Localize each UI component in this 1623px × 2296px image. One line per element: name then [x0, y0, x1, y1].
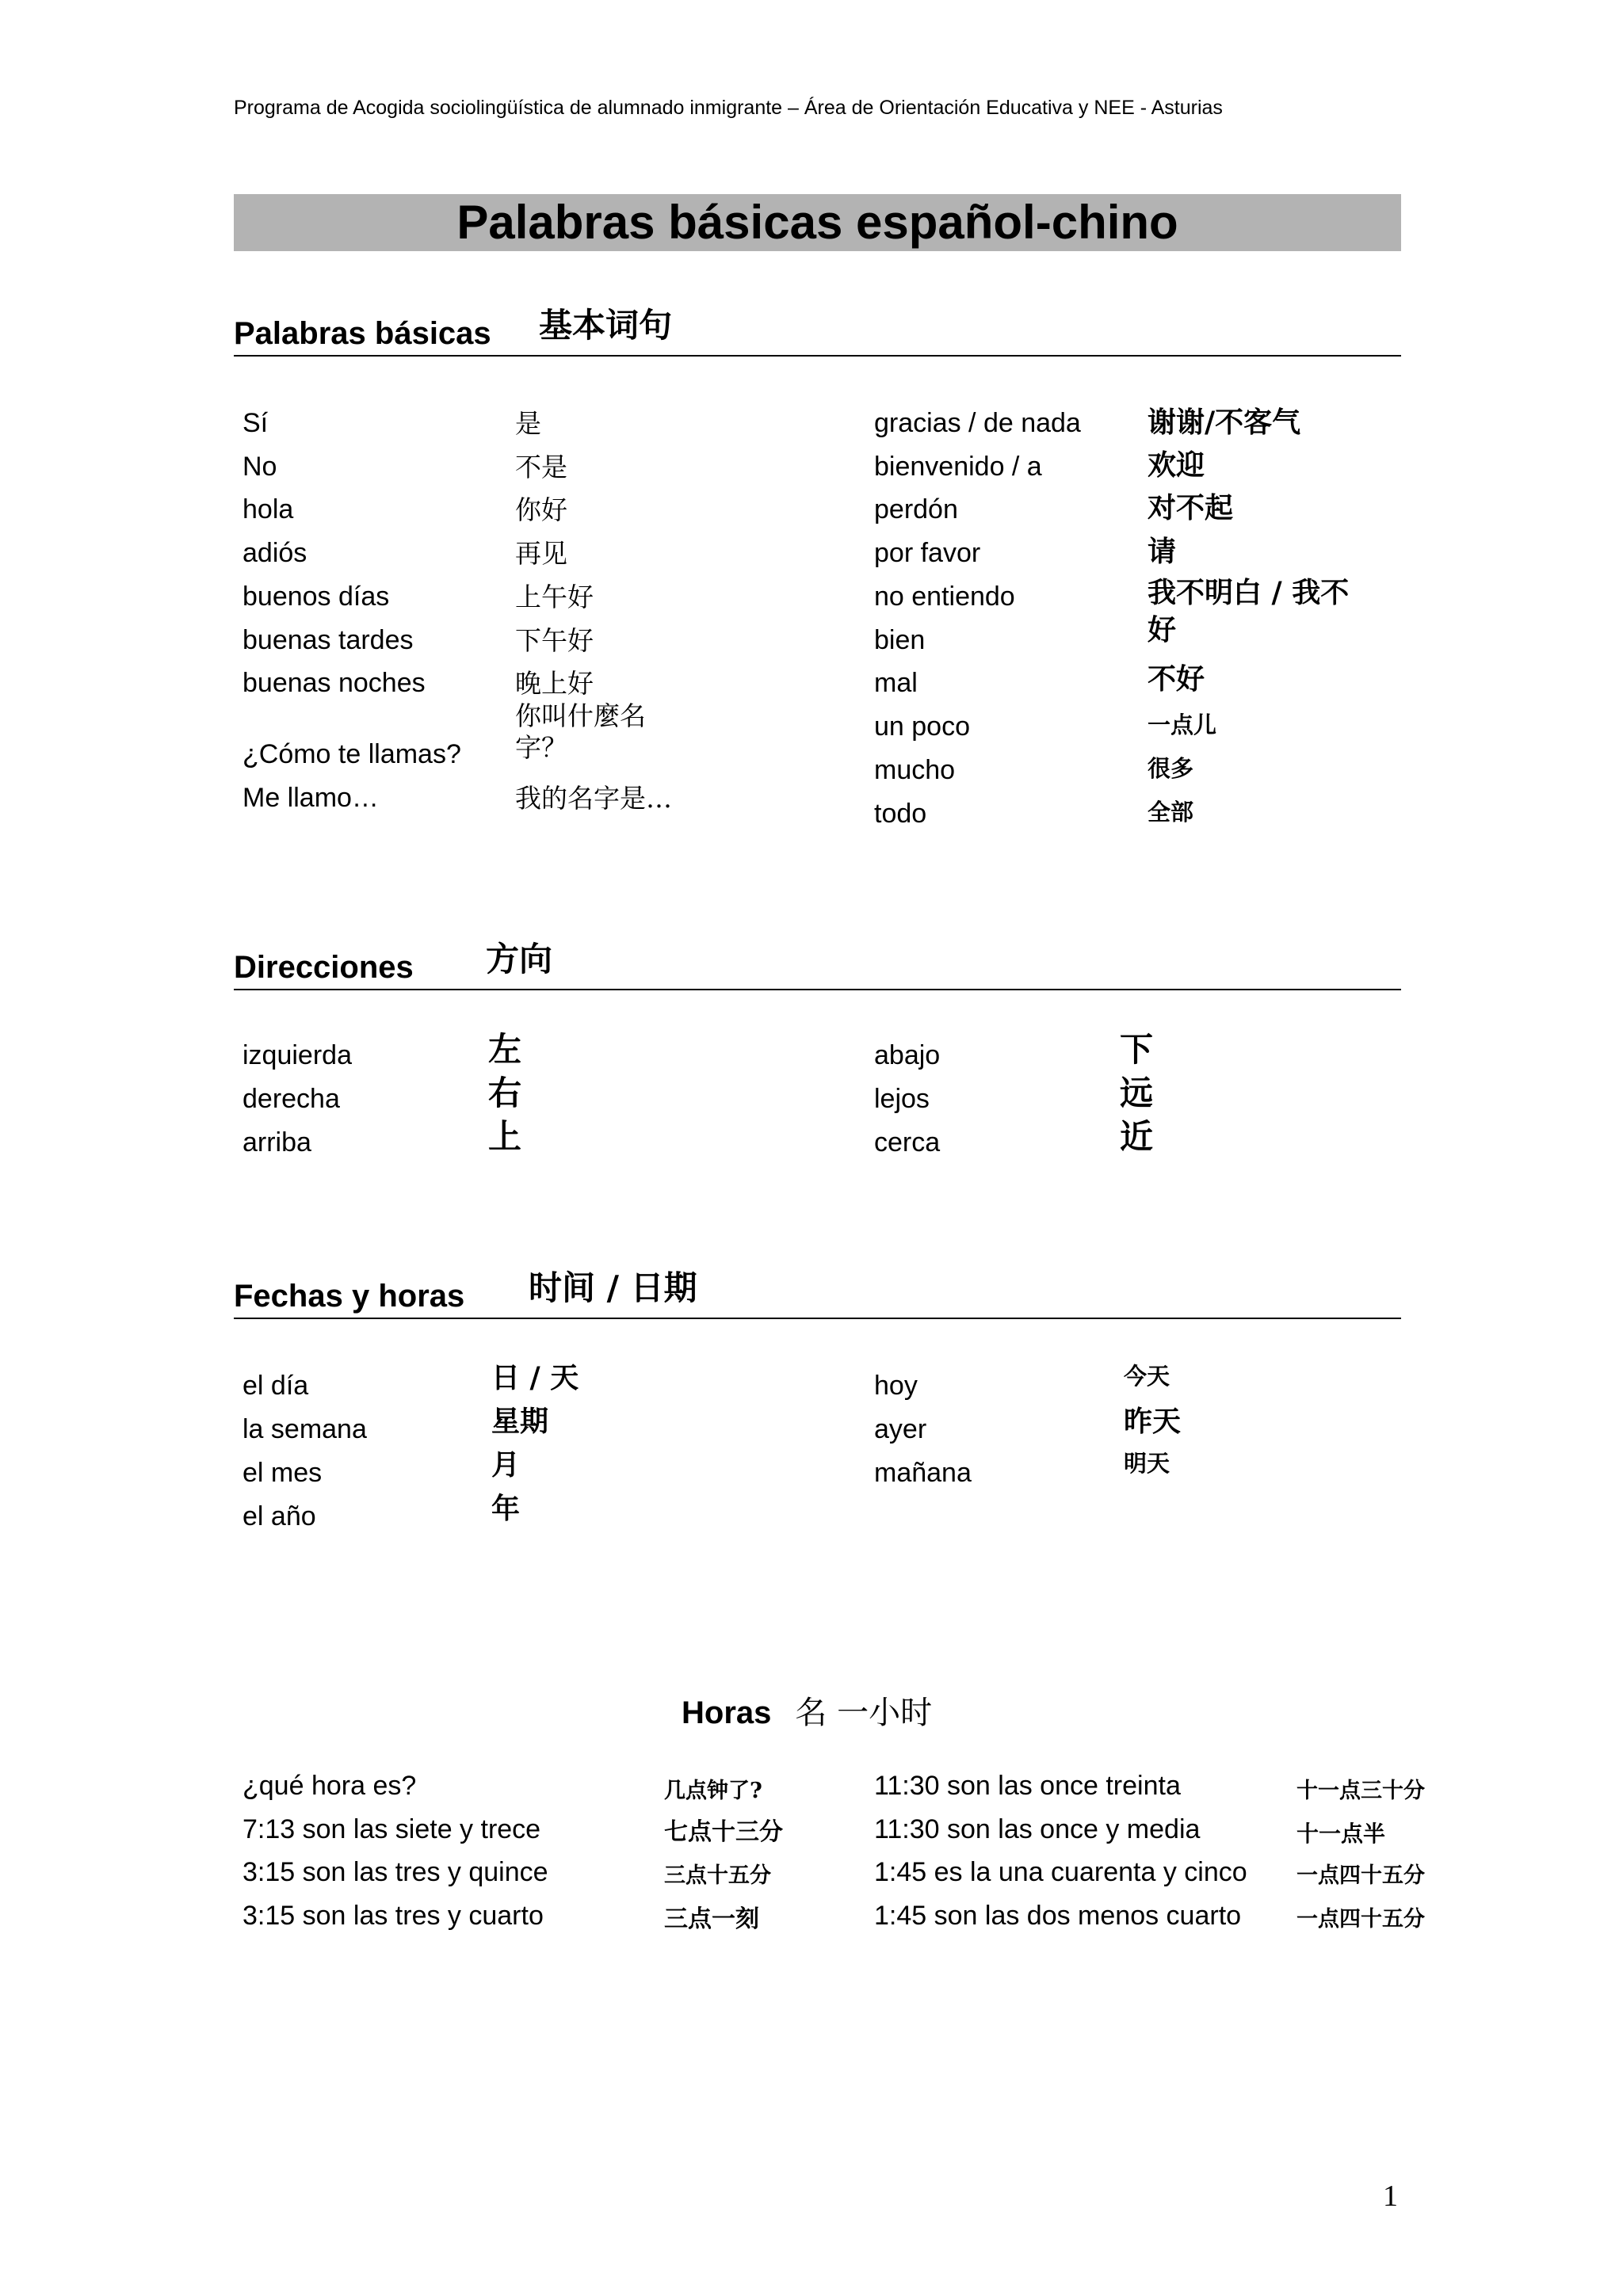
term-es: 1:45 es la una cuarenta y cinco	[874, 1857, 1247, 1887]
term-zh: 全部	[1148, 799, 1194, 826]
term-es: el día	[242, 1371, 309, 1401]
term-zh: 不是	[515, 452, 567, 482]
term-es: 11:30 son las once y media	[874, 1814, 1201, 1844]
section-heading-zh: 基本词句	[539, 306, 673, 345]
term-es: bienvenido / a	[874, 452, 1042, 482]
term-zh: 晚上好	[515, 668, 594, 699]
term-zh: 欢迎	[1148, 448, 1205, 482]
term-zh: 对不起	[1148, 491, 1234, 524]
section-heading-es: Palabras básicas	[234, 316, 491, 351]
term-es: 7:13 son las siete y trece	[242, 1814, 541, 1844]
term-es: ¿Cómo te llamas?	[242, 739, 461, 769]
term-es: buenas tardes	[242, 625, 414, 655]
section-heading-basicas	[234, 301, 1401, 357]
term-es: lejos	[874, 1084, 930, 1114]
term-zh: 昨天	[1124, 1405, 1182, 1438]
term-es: hoy	[874, 1371, 918, 1401]
term-es: mal	[874, 668, 918, 698]
section-heading-fechas	[234, 1264, 1401, 1319]
term-zh: 明天	[1124, 1450, 1170, 1477]
term-zh: 一点四十五分	[1296, 1863, 1425, 1888]
term-zh: 左	[488, 1030, 522, 1069]
term-zh: 十一点三十分	[1296, 1779, 1425, 1803]
term-es: la semana	[242, 1414, 367, 1444]
page-number: 1	[1383, 2180, 1398, 2213]
section-heading-horas	[682, 1688, 932, 1733]
term-es: cerca	[874, 1127, 941, 1158]
term-es: mañana	[874, 1458, 972, 1488]
term-es: Sí	[242, 408, 269, 438]
term-es: un poco	[874, 711, 970, 742]
section-heading-zh: 名 一小时	[795, 1695, 933, 1731]
section-heading-direcciones	[234, 935, 1401, 990]
term-zh: 上午好	[515, 582, 594, 612]
term-es: todo	[874, 799, 927, 829]
term-zh: 下	[1120, 1030, 1154, 1069]
term-es: el año	[242, 1501, 316, 1531]
term-es: adiós	[242, 538, 307, 568]
term-zh: 谢谢/不客气	[1148, 406, 1301, 439]
term-es: Me llamo…	[242, 783, 379, 813]
term-es: izquierda	[242, 1040, 352, 1070]
term-es: mucho	[874, 755, 956, 785]
section-heading-es: Fechas y horas	[234, 1279, 465, 1314]
term-zh: 一点四十五分	[1296, 1907, 1425, 1932]
term-zh: 下午好	[515, 625, 594, 656]
term-es: buenos días	[242, 582, 390, 612]
term-es: perdón	[874, 494, 958, 524]
term-zh: 上	[488, 1117, 522, 1156]
term-es: por favor	[874, 538, 981, 568]
term-zh: 日 / 天	[491, 1361, 579, 1394]
term-es: 1:45 son las dos menos cuarto	[874, 1901, 1242, 1931]
section-heading-zh: 方向	[486, 940, 553, 978]
term-es: ¿qué hora es?	[242, 1771, 417, 1801]
section-heading-es: Horas	[682, 1695, 772, 1730]
term-es: buenas noches	[242, 668, 426, 698]
term-zh: 今天	[1124, 1363, 1170, 1390]
term-zh: 你叫什麼名字？	[515, 700, 646, 763]
section-heading-zh: 时间 / 日期	[529, 1268, 697, 1307]
term-es: 11:30 son las once treinta	[874, 1771, 1181, 1801]
term-zh: 年	[491, 1492, 521, 1525]
term-zh: 你好	[515, 494, 567, 525]
term-es: arriba	[242, 1127, 311, 1158]
term-zh: 十一点半	[1296, 1821, 1386, 1847]
term-zh: 我不明白 / 我不好	[1148, 576, 1350, 646]
term-zh: 远	[1120, 1074, 1154, 1112]
term-es: no entiendo	[874, 582, 1015, 612]
term-zh: 近	[1120, 1117, 1154, 1156]
section-heading-es: Direcciones	[234, 950, 414, 985]
term-zh: 是	[515, 408, 541, 439]
term-es: 3:15 son las tres y quince	[242, 1857, 548, 1887]
term-es: bien	[874, 625, 926, 655]
term-zh: 星期	[491, 1405, 549, 1438]
term-es: el mes	[242, 1458, 323, 1488]
term-zh: 月	[491, 1448, 521, 1482]
term-zh: 一点儿	[1148, 711, 1217, 738]
term-zh: 再见	[515, 538, 567, 569]
term-es: derecha	[242, 1084, 340, 1114]
term-es: hola	[242, 494, 294, 524]
page-header: Programa de Acogida sociolingüística de alumnado inmigrante – Área de Orientación Educativa y NEE - Asturias	[234, 97, 1223, 119]
term-es: abajo	[874, 1040, 941, 1070]
term-es: No	[242, 452, 277, 482]
term-zh: 三点一刻	[664, 1905, 759, 1933]
term-zh: 请	[1148, 535, 1177, 568]
term-zh: 不好	[1148, 662, 1205, 696]
term-es: ayer	[874, 1414, 927, 1444]
term-zh: 七点十三分	[664, 1818, 783, 1846]
page-title: Palabras básicas español-chino	[234, 194, 1401, 251]
term-es: gracias / de nada	[874, 408, 1081, 438]
term-zh: 几点钟了?	[664, 1779, 762, 1803]
term-zh: 很多	[1148, 755, 1194, 782]
term-zh: 三点十五分	[664, 1863, 771, 1888]
term-zh: 我的名字是…	[515, 783, 672, 814]
term-es: 3:15 son las tres y cuarto	[242, 1901, 544, 1931]
term-zh: 右	[488, 1074, 522, 1112]
